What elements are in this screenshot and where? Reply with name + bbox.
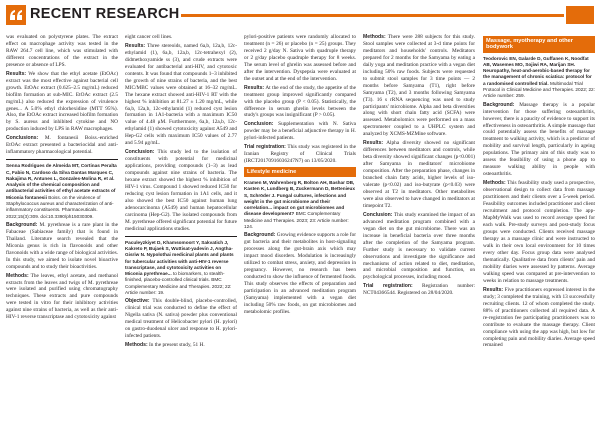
- column-2: [125, 34, 237, 424]
- citation: Senna Rodrigues de Almeida MT, Cortinas Peralta C, Fabio N, Cardoso da Silva Dantas Marques C, Nakajima R, Antunes L, Gonzales-Molina R, et al. Analysis of the chemical composition and antibacterial activities of ethyl acetate extracts of Miconia fontanesii Boiss. on the virulence of Staphylococcus aureus and characterization of anti-inflammatory constituents. Pharmaceuticals. 2022;15(3):309. doi:10.3390/ph15030309.: [6, 163, 117, 219]
- column-5: [483, 34, 595, 424]
- background-paragraph: Background: M. pyrethreae is a rare plant in the Fabaceae (Sabiaceae family) that is found in Thailand. Literature search revealed that the Miconia genus is rich in flavonoids and other flavonoids with a wide range of biological activities. In this study, we aimed to isolate novel bioactive compounds and to study their bioactivities.: [6, 221, 118, 270]
- objective-paragraph: Objective: This double-blind, placebo-controlled, clinical trial was conducted to define the effect of Nigella sativa (N. sativa) powder plus conventional medical treatment of Helicobacter pylori (H. pylori) on gastro-duodenal ulcer and response to H. pylori-infected patients.: [125, 298, 237, 340]
- section-heading-lifestyle: Lifestyle medicine: [244, 167, 356, 177]
- conclusion-paragraph: Conclusion: Supplementation with N. Sativa powder may be a beneficial adjunctive therapy in H. pylori-infected patients.: [244, 121, 356, 142]
- trial-registration-paragraph: Trial registration: This study was registered in the Iranian Registry of Clinical Trials (IRCT20170916036247N7) on 13/05/2020.: [244, 144, 356, 165]
- background-paragraph: Background: Massage therapy is a popular intervention for those suffering osteoarthritis, however, there is a paucity of evidence to support its effectiveness in osteoarthritis. A simple massage that could potentially assess the benefits of massage treatment to walking activity, which is a predictor of mobility and survival length, particularly in ageing populations. The primary aim of this study was to assess the feasibility of using a phone app to measure walking ability in people with osteoarthritis.: [483, 101, 595, 178]
- citation: Teodorovic EN, Galarde D, Guffanen K, Noodfat AB, Wasemes MO, Sojiwi RA, Marijan SH. Neuropathy, heat-and-aerobic-based therapy for the management of chronic sciatica: protocol for a randomised controlled trial. Multimodal Trial Protocol in Clinical Medicine and Therapies. 2022; 22: Article number: 259.: [483, 55, 595, 99]
- methods-paragraph: Methods: This feasibility study used a prospective, observational design to collect data from massage practitioners and their clients over a 5-week period. Feasibility outcomes included practitioner and client recruitment and protocol completion. The app-MapMyWalk was used to record average speed for each walk. Pre-study surveys and post-study focus groups were conducted. Clients received massage therapy as a massage clinic and were instructed to walk in their own local environment for 10 times every other day. Focus group data were analysed thematically. Qualitative data from clients' pain and mobility diaries were assessed by patterns. Average walking speed was compared at pre-intervention to weeks in relation to massage treatments.: [483, 180, 595, 284]
- divider: [6, 159, 118, 160]
- page-header: [0, 0, 600, 30]
- column-3: [244, 34, 356, 424]
- article-body: [0, 34, 600, 424]
- paragraph: eight cancer cell lines.: [125, 34, 173, 40]
- methods-paragraph: Methods: There were 288 subjects for this study. Stool samples were collected at 3-d time points for meditators and households' controls. Meditators prepared for 2 months for the Samyama by eating a daily yoga and meditation practice with a vegan diet including 50% raw foods. Subjects were requested to submit stool samples for 3 time points — 2 months before Samyama (T1), right before Samyama (T2), and 3 months following Samyama (T3). 16 s rRNA sequencing was used to study participants' microbiome. Alpha and beta diversities along with short chain fatty acid (SCFA) were assessed. Metabolomics were performed on a mass spectrometer coupled to a UHPLC system and analyzed by XCMS-MZMine software.: [363, 34, 475, 138]
- conclusion-paragraph: Conclusion: This study led to the isolation of constituents with potential for medicinal applications, providing compounds (1–3) as lead compounds against nine strains of bacteria. The hexane extract showed the highest % inhibition of HIV-1 virus. Compound 1 showed reduced IC50 for reducing cyst lesion formation in 1A1 cells, and it also showed the best IC50 against human lung adenocarcinoma (A549) and human hepatocellular carcinoma (Hep-G2). The isolated compounds from M. pyrethreae offered significant potential for future medicinal applications studies.: [125, 149, 237, 232]
- paragraph: was evaluated on polystyrene plates. The extract effect on macrophage activity was tested in the RAW 264.7 cell line, which was stimulated with different concentrations of the extract in the presence or absence of LPS.: [6, 34, 118, 68]
- section-heading-massage: Massage, myotherapy and other bodywork: [483, 36, 595, 53]
- column-1: [6, 34, 118, 424]
- results-paragraph: Results: Alpha diversity showed no significant differences between meditators and controls, while beta diversity showed significant changes (p<0.001) after Samyama in meditators' microbiome composition. After the preparation phase, changes in branched chain fatty acids, higher levels of iso-valerate (p<0.02) and iso-butyrate (p<0.03) were observed at T2 in meditators. Other metabolites were also observed to have changed in meditators at timepoint T2.: [363, 140, 475, 209]
- trial-registration-paragraph: Trial registration: Registration number: NCT04366544. Registered on 28/04/2020.: [363, 283, 475, 297]
- results-paragraph: Results: Five practitioners expressed interest in the study; 3 completed the training, with 13 successfully recruiting clients. 12 of whom completed the study. 88% of practitioners collected all required data. A re-registration fee participating practitioners was to contribute to evaluate the massage therapy. Client compliance with using the app was high, but low for completing pain and mobility diaries. Average speed remained: [483, 286, 595, 349]
- citation: Kramen M, Wahrenberg R, Bolton AH, Bashar DB, Kasten K, Lundberg B, Zuckermann D, Bettenieux S, Schröder J. Fungal cultures, infections and weight in the gut microbiome and their correlation... impact on gut microbiomes and disease development? BMC Complementary Medicine and Therapies. 2023; 23: Article number: 124.: [244, 179, 355, 230]
- conclusion-paragraph: Conclusion: This study examined the impact of an advanced meditation program combined with a vegan diet on the gut microbiome. There was an increase in beneficial bacteria over three months after the completion of the Samyama program. Further study is necessary to validate current observations and investigate the significance and mechanisms of action related to diet, meditation, and microbial composition and function, on psychological processes, including mood.: [363, 211, 475, 281]
- background-paragraph: Background: Growing evidence supports a role for gut bacteria and their metabolites in host-signaling processes along the gut-brain axis which may impact mood disorders. Modulation is increasingly utilized to combat stress, anxiety, and depression in pregnancy. However, no research has been conducted to show the influence of fermented foods. This study observes the effects of preparation and participation in an advanced meditation program (Samyama) implemented with a vegan diet including 50% raw foods, on gut microbiomes and metabolomic profiles.: [244, 232, 356, 315]
- section-title: RECENT RESEARCH: [30, 6, 180, 22]
- methods-paragraph: Methods: In the present study, 51 H.: [125, 342, 205, 349]
- methods-paragraph: Methods: The leaves, ethyl acetate, and methanol extracts from the leaves and twigs of M. pyrethreae were isolated and purified using chromatography techniques. These extracts and pure compounds were tested in vitro for their inhibitory activities against nine strains of bacteria, as well as their anti-HIV-1 reverse transcriptase and cytotoxicity against: [6, 272, 118, 321]
- citation: Paculeyzkiyet D, Khamsomoort Y, Sakvatich J, Kakreto P, Bujaek S, Wuttisat-yadevin J, Angtha-Gisriw N. Nypolothai medicinal plants and plants for tubercular activities with anti-HIV-1 reverse transcriptase, and cytotoxicity activities on Miconia pyrethreae... to biomarkers, to stealth-finished, placebo-controlled clinical trials. BMC Complementary Medicine and Therapies. 2022; 22: Article number: 19.: [125, 239, 234, 296]
- quote-mark-icon: [6, 5, 26, 25]
- column-4: [363, 34, 475, 424]
- results-paragraph: Results: We show that the ethyl acetate (EtOAc) extract was the most effective against bacterial cell growth. EtOAc extract (0.625–2.5 mg/mL) reduced biofilm formation at sub-MIC. EtOAc extract (2.5 mg/mL) also reduced the expression of virulence genes... A 5.0% ethyl chlorhexidine (MTT 95%). Also, the EtOAc extract increased biofilm formation by S. aureus and inhibited cytokine and NO production induced by LPS in RAW macrophages.: [6, 70, 118, 133]
- paragraph: pylori-positive patients were randomly allocated to treatment (n = 26) or placebo (n = 25) groups. They received 2 g/day N. Sativa with quadruple therapy or 2 g/day placebo quadruple therapy for 8 weeks. The serum level of ghrelin was assessed before and after the intervention. Dyspepsia were evaluated at the outset and at the end of the intervention.: [244, 34, 356, 82]
- header-rule: [181, 14, 564, 17]
- conclusions-paragraph: Conclusions: M. fontanesii Boiss.-enriched EtOAc extract presented a bacteriocidal and anti-inflammatory pharmacological potential.: [6, 135, 118, 156]
- results-paragraph: Results: Three stereoids, named 6a,b, 12a,b, 12c-ethylamid (1), 6a,b, 12a,b, 12c-tetrahexyl (2), didmethoxyamide ss (3), and crude extracts were evaluated for antibacterial anti-HIV, and cytotoxic contents. It was found that compounds 1–3 inhibited the growth of nine strains of bacteria, and the best MIC/MBC values were obtained at 16–32 mg/mL. The hexane extract showed anti-HIV-1 RT with the highest % inhibition at 81.27 ± 1.20 mg/mL, while 6a,b, 12a,b, 12c-ethylamid (1) reduced cyst lesion formation in 1A1-bacteria with a maximum IC50 value of 4.48 μM. Furthermore, 6a,b, 12a,b, 12c-ethylamid (1) showed cytotoxicity against A549 and Hep-G2 cells with maximum IC50 values of 2.77 and 5.94 μg/mL.: [125, 42, 237, 147]
- divider: [125, 236, 237, 237]
- page-number-box: [566, 6, 594, 24]
- results-paragraph: Results: At the end of the study, the appetite of the treatment group improved significantly compared with the placebo group (P < 0.05). Statistically, the difference in serum ghrelin levels between the study's groups was insignificant (P > 0.05).: [244, 84, 356, 119]
